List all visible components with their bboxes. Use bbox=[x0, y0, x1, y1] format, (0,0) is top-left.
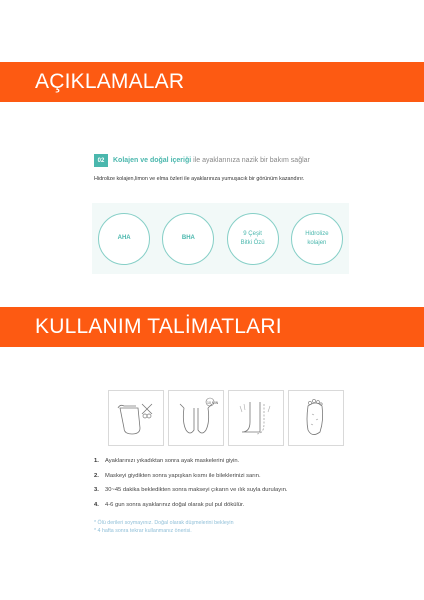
instruction-number: 2. bbox=[94, 472, 99, 479]
instruction-text: 30~45 dakika bekledikten sonra makseyi çıkarın ve ılık suyla durulayın. bbox=[105, 487, 288, 494]
instruction-list bbox=[94, 458, 394, 516]
ingredient-label: Hidrolize kolajen bbox=[305, 231, 329, 246]
step-4-image bbox=[288, 390, 344, 446]
description-banner bbox=[0, 62, 424, 102]
instruction-number: 4. bbox=[94, 501, 99, 508]
description-heading: AÇIKLAMALAR bbox=[35, 70, 185, 93]
ingredient-circle-aha bbox=[98, 213, 150, 265]
peeling-foot-icon bbox=[292, 394, 340, 442]
feature-title-rest: ile ayaklarınıza nazik bir bakım sağlar bbox=[191, 157, 310, 164]
instruction-item bbox=[94, 487, 394, 493]
instruction-item bbox=[94, 502, 394, 508]
instruction-number: 1. bbox=[94, 458, 99, 464]
rinse-feet-icon bbox=[232, 394, 280, 442]
step-3-image bbox=[228, 390, 284, 446]
ingredient-label: AHA bbox=[117, 235, 131, 242]
ingredient-circle-plant-extracts bbox=[227, 213, 279, 265]
wrapped-feet-icon bbox=[172, 394, 220, 442]
instruction-text: Ayaklarınızı yıkadıktan sonra ayak maskelerini giyin. bbox=[105, 458, 240, 464]
ingredient-circles bbox=[92, 203, 349, 274]
note-item: * 4 hafta sonra tekrar kullanmanız önerisi. bbox=[94, 528, 192, 535]
instruction-item bbox=[94, 473, 394, 479]
usage-heading: KULLANIM TALİMATLARI bbox=[35, 315, 282, 338]
step-timer-label: 10 MIN bbox=[207, 401, 219, 405]
note-item: * Ölü derileri soymayınız. Doğal olarak düşmelerini bekleyin bbox=[94, 520, 234, 526]
step-1-image bbox=[108, 390, 164, 446]
instruction-number: 3. bbox=[94, 487, 99, 494]
usage-step-illustrations bbox=[108, 390, 344, 446]
ingredient-label: 9 Çeşit Bitki Özü bbox=[240, 231, 265, 246]
feature-description: Hidrolize kolajen,limon ve elma özleri ile ayaklarınıza yumuşacık bir görünüm kazandırır. bbox=[94, 176, 305, 182]
ingredient-label: BHA bbox=[181, 235, 195, 242]
step-2-image bbox=[168, 390, 224, 446]
usage-banner bbox=[0, 307, 424, 347]
feature-header bbox=[94, 154, 310, 167]
ingredient-circle-bha bbox=[162, 213, 214, 265]
feature-title bbox=[113, 157, 310, 164]
instruction-item bbox=[94, 458, 394, 464]
instruction-text: 4-6 gun sonra ayaklarınız doğal olarak pul pul dökülür. bbox=[105, 501, 245, 508]
foot-in-mask-icon bbox=[112, 394, 160, 442]
feature-title-highlight: Kolajen ve doğal içeriği bbox=[113, 157, 192, 164]
feature-number-badge: 02 bbox=[94, 154, 108, 167]
ingredient-circle-collagen bbox=[291, 213, 343, 265]
usage-notes bbox=[94, 519, 234, 536]
instruction-text: Maskeyi giydikten sonra yapışkan kısmı ile bileklerinizi sarın. bbox=[105, 472, 261, 479]
